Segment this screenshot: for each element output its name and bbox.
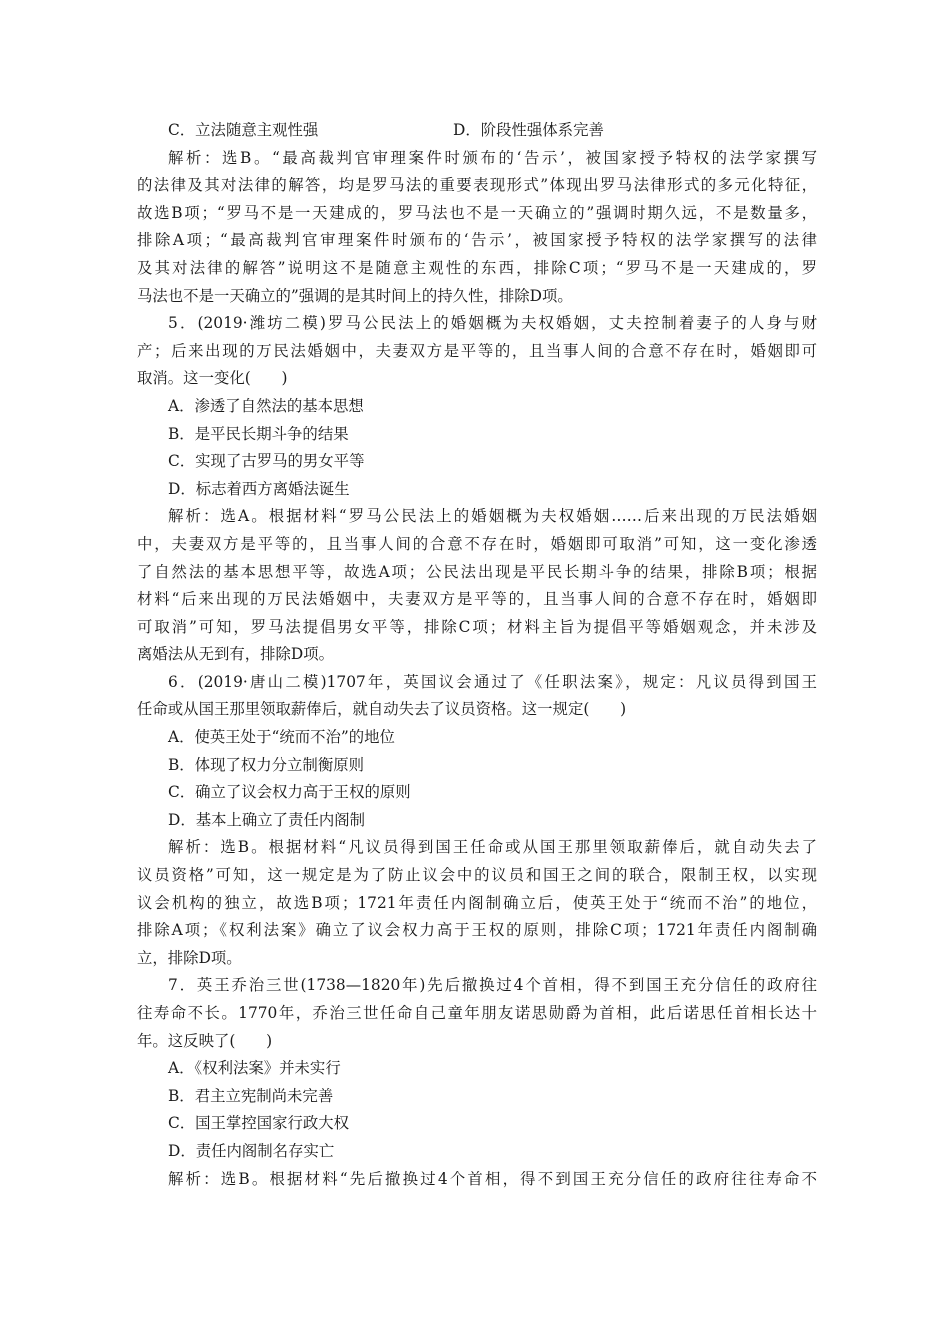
q5-stem-line: 产；后来出现的万民法婚姻中，夫妻双方是平等的，且当事人间的合意不存在时，婚姻即可 [137,341,817,360]
q4-options-cd [137,117,817,145]
q4-analysis-line: 的法律及其对法律的解答，均是罗马法的重要表现形式”体现出罗马法律形式的多元化特征， [137,176,817,195]
q5-analysis-line: 中，夫妻双方是平等的，且当事人间的合意不存在时，婚姻即可取消”可知，这一变化渗透 [137,534,817,553]
q4-analysis-line: 马法也不是一天确立的”强调的是其时间上的持久性，排除D项。 [137,286,573,305]
q7-option-b: B．君主立宪制尚未完善 [168,1086,334,1105]
q6-analysis-line: 议员资格”可知，这一规定是为了防止议会中的议员和国王之间的联合，限制王权，以实现 [137,866,817,885]
q7-analysis-line: 解析：选B。根据材料“先后撤换过4个首相，得不到国王充分信任的政府往往寿命不 [168,1169,817,1188]
q4-analysis-line: 故选B项；“罗马不是一天建成的，罗马法也不是一天确立的”强调时期久远，不是数量多， [137,203,818,222]
q7-stem-line: 往寿命不长。1770年，乔治三世任命自己童年朋友诺思勋爵为首相，此后诺思任首相长达十 [137,1004,817,1022]
q6-analysis-line: 排除A项；《权利法案》确立了议会权力高于王权的原则，排除C项；1721年责任内阁制确 [137,921,817,940]
q5-analysis-line: 解析：选A。根据材料“罗马公民法上的婚姻概为夫权婚姻……后来出现的万民法婚姻 [168,507,817,526]
question-5 [137,310,817,669]
q6-stem-line: 任命或从国王那里领取薪俸后，就自动失去了议员资格。这一规定( ) [137,700,627,719]
q7-option-c: C．国王掌控国家行政大权 [168,1114,350,1133]
q5-option-b: B．是平民长期斗争的结果 [168,424,349,443]
q6-option-d: D．基本上确立了责任内阁制 [168,810,366,829]
q4-option-d: D．阶段性强体系完善 [453,121,604,139]
q4-analysis-line: 排除A项；“最高裁判官审理案件时颁布的‘告示’，被国家授予特权的法学家撰写的法律 [137,231,817,250]
q5-option-d: D．标志着西方离婚法诞生 [168,479,350,498]
q4-analysis-line: 解析：选B。“最高裁判官审理案件时颁布的‘告示’，被国家授予特权的法学家撰写 [168,148,817,167]
q5-stem-line: 5．(2019·潍坊二模)罗马公民法上的婚姻概为夫权婚姻，丈夫控制着妻子的人身与财 [168,314,817,333]
q4-option-c: C．立法随意主观性强 [168,121,319,139]
q5-stem-line: 取消。这一变化( ) [137,369,288,388]
q6-option-c: C．确立了议会权力高于王权的原则 [168,783,411,802]
document-page [137,117,817,1193]
q5-analysis-line: 了自然法的基本思想平等，故选A项；公民法出现是平民长期斗争的结果，排除B项；根据 [137,562,817,581]
q6-option-b: B．体现了权力分立制衡原则 [168,755,364,774]
q6-analysis-line: 解析：选B。根据材料“凡议员得到国王任命或从国王那里领取薪俸后，就自动失去了 [168,838,817,857]
q7-stem-line: 7．英王乔治三世(1738—1820年)先后撤换过4个首相，得不到国王充分信任的政府往 [168,976,817,995]
q6-analysis-line: 立，排除D项。 [137,948,242,967]
q5-option-a: A．渗透了自然法的基本思想 [168,396,364,415]
q4-analysis [137,145,817,311]
q4-analysis-line: 及其对法律的解答”说明这不是随意主观性的东西，排除C项；“罗马不是一天建成的，罗 [137,258,817,277]
q5-option-c: C．实现了古罗马的男女平等 [168,452,365,471]
question-6 [137,669,817,973]
q7-option-a: A．《权利法案》并未实行 [168,1059,341,1078]
q5-analysis-line: 材料“后来出现的万民法婚姻中，夫妻双方是平等的，且当事人间的合意不存在时，婚姻即 [137,590,817,609]
q7-option-d: D．责任内阁制名存实亡 [168,1141,335,1160]
q5-analysis-line: 离婚法从无到有，排除D项。 [137,645,335,664]
q6-option-a: A．使英王处于“统而不治”的地位 [168,728,395,747]
question-7 [137,972,817,1193]
q5-analysis-line: 可取消”可知，罗马法提倡男女平等，排除C项；材料主旨为提倡平等婚姻观念，并未涉及 [137,617,817,636]
q6-analysis-line: 议会机构的独立，故选B项；1721年责任内阁制确立后，使英王处于“统而不治”的地位， [137,893,817,912]
q6-stem-line: 6．(2019·唐山二模)1707年，英国议会通过了《任职法案》，规定：凡议员得到国王 [168,672,817,691]
q7-stem-line: 年。这反映了( ) [137,1031,273,1050]
